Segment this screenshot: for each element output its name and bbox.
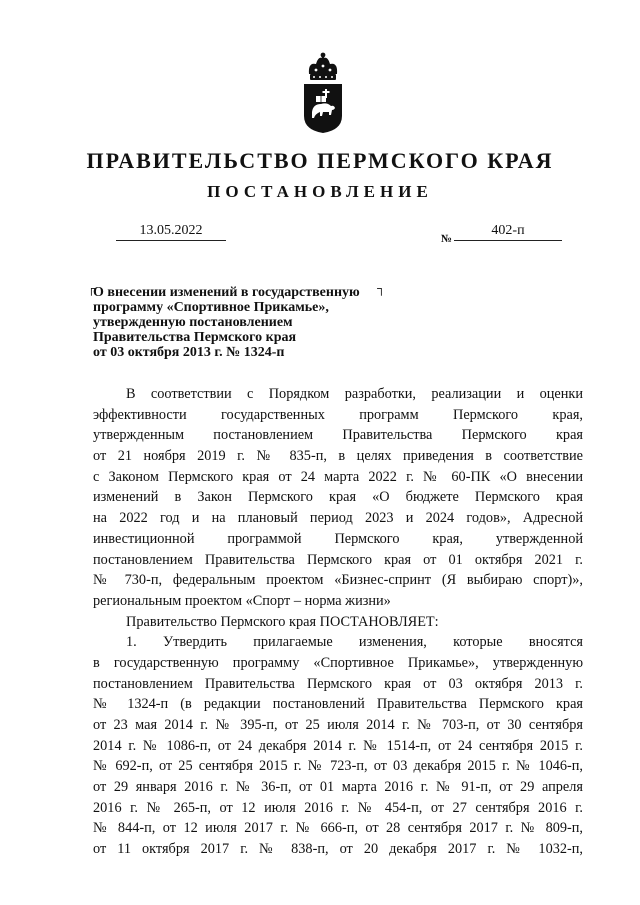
text-line: от 23 мая 2014 г. № 395-п, от 25 июля 2014 г. № 703-п, от 30 сентября (93, 717, 583, 733)
text-line: № 1324-п (в редакции постановлений Правительства Пермского края (93, 696, 583, 713)
corner-mark-left: ┌ (87, 281, 96, 295)
resolves-line: Правительство Пермского края ПОСТАНОВЛЯЕТ: (126, 613, 439, 630)
text-line: от 29 января 2016 г. № 36-п, от 01 марта 2016 г. № 91-п, от 29 апреля (93, 779, 583, 796)
coat-of-arms-emblem (296, 52, 350, 134)
text-line: от 11 октября 2017 г. № 838-п, от 20 декабря 2017 г. № 1032-п, (93, 841, 583, 858)
text-line: 1. Утвердить прилагаемые изменения, которые вносятся (126, 634, 583, 651)
subject-line: О внесении изменений в государственную (93, 285, 360, 300)
text-line: утвержденным постановлением Правительства Пермского края (93, 427, 583, 444)
document-number: 402-п (454, 223, 562, 241)
text-line: в государственную программу «Спортивное Прикамье», утвержденную (93, 654, 583, 671)
text-line: 2016 г. № 265-п, от 12 июля 2016 г. № 454-п, от 27 сентября 2016 г. (93, 799, 583, 816)
text-line: эффективности государственных программ Пермского края, (93, 406, 583, 423)
subject-line: Правительства Пермского края (93, 330, 297, 345)
organization-name: ПРАВИТЕЛЬСТВО ПЕРМСКОГО КРАЯ (86, 148, 554, 173)
document-subject (87, 281, 403, 360)
subject-line: утвержденную постановлением (93, 315, 293, 330)
text-line: региональным проектом «Спорт – норма жизни» (93, 592, 391, 609)
text-line: В соответствии с Порядком разработки, реализации и оценки (126, 386, 583, 402)
text-line: от 21 ноября 2019 г. № 835-п, в целях приведения в соответствие (93, 448, 583, 465)
text-line: № 730-п, федеральным проектом «Бизнес-спринт (Я выбираю спорт)», (93, 572, 583, 589)
document-date: 13.05.2022 (116, 223, 226, 241)
text-line: постановлением Правительства Пермского края от 01 октября 2021 г. (93, 551, 583, 568)
document-body (93, 384, 583, 860)
text-line: на 2022 год и на плановый период 2023 и 2024 годов», Адресной (93, 510, 583, 527)
document-type: ПОСТАНОВЛЕНИЕ (207, 182, 433, 201)
subject-line: программу «Спортивное Прикамье», (93, 300, 329, 315)
subject-line: от 03 октября 2013 г. № 1324-п (93, 345, 285, 360)
text-line: № 844-п, от 12 июля 2017 г. № 666-п, от 28 сентября 2017 г. № 809-п, (93, 820, 583, 837)
text-line: № 692-п, от 25 сентября 2015 г. № 723-п, от 03 декабря 2015 г. № 1046-п, (93, 758, 583, 775)
text-line: изменений в Закон Пермского края «О бюджете Пермского края (93, 489, 583, 506)
text-line: инвестиционной программой Пермского края, утвержденной (93, 530, 583, 547)
text-line: с Законом Пермского края от 24 марта 2022 г. № 60-ПК «О внесении (93, 468, 583, 485)
number-sign: № (441, 233, 453, 245)
text-line: 2014 г. № 1086-п, от 24 декабря 2014 г. № 1514-п, от 24 сентября 2015 г. (93, 737, 583, 754)
text-line: постановлением Правительства Пермского края от 03 октября 2013 г. (93, 675, 583, 692)
corner-mark-right: ┐ (377, 281, 386, 295)
